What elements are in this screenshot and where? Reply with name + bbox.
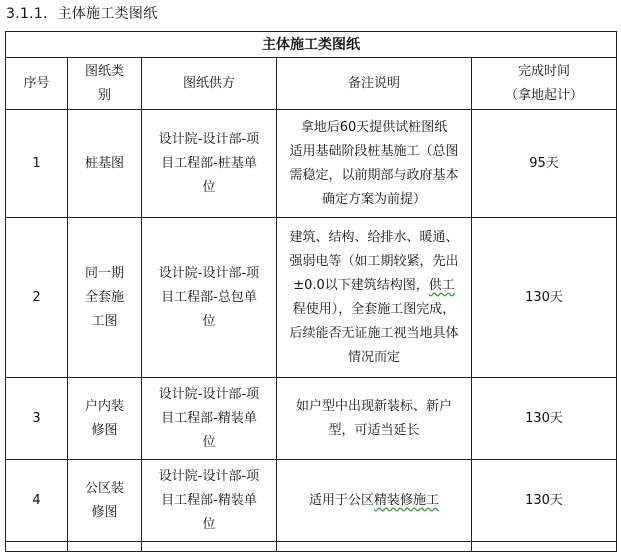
row-no: 4 — [6, 460, 68, 542]
header-no: 序号 — [6, 58, 68, 110]
table-row — [6, 218, 617, 378]
header-completion: 完成时间 （拿地起计） — [472, 58, 617, 110]
row-no: 3 — [6, 378, 68, 460]
row-category: 桩基图 — [68, 110, 142, 218]
table-row — [6, 460, 617, 542]
proofing-underline: 精装修施工 — [374, 492, 440, 508]
table-title: 主体施工类图纸 — [6, 32, 617, 58]
proofing-underline: 供工 — [428, 277, 455, 293]
header-category: 图纸类 别 — [68, 58, 142, 110]
row-provider: 设计院-设计部-项 目工程部-桩基单 位 — [142, 110, 277, 218]
table-row — [6, 110, 617, 218]
section-heading: 3.1.1．主体施工类图纸 — [6, 6, 158, 22]
header-row — [6, 58, 617, 110]
row-category: 公区装 修图 — [68, 460, 142, 542]
header-notes: 备注说明 — [277, 58, 472, 110]
row-completion: 95天 — [472, 110, 617, 218]
row-no: 2 — [6, 218, 68, 378]
row-category: 同一期 全套施 工图 — [68, 218, 142, 378]
row-notes: 如户型中出现新装标、新户 型，可适当延长 — [277, 378, 472, 460]
table-title-row — [6, 32, 617, 58]
header-provider: 图纸供方 — [142, 58, 277, 110]
drawings-table — [5, 31, 617, 552]
row-completion: 130天 — [472, 218, 617, 378]
row-provider: 设计院-设计部-项 目工程部-精装单 位 — [142, 460, 277, 542]
row-completion: 130天 — [472, 460, 617, 542]
row-notes: 适用于公区精装修施工 — [277, 460, 472, 542]
row-provider: 设计院-设计部-项 目工程部-总包单 位 — [142, 218, 277, 378]
row-notes: 建筑、结构、给排水、暖通、 强弱电等（如工期较紧，先出 ±0.0以下建筑结构图，供工 程使用），全套施工图完成， 后续能否无证施工视当地具体 情况而定 — [277, 218, 472, 378]
row-provider: 设计院-设计部-项 目工程部-精装单 位 — [142, 378, 277, 460]
row-no: 1 — [6, 110, 68, 218]
row-completion: 130天 — [472, 378, 617, 460]
row-notes: 拿地后60天提供试桩图纸 适用基础阶段桩基施工（总图 需稳定，以前期部与政府基本 确定方案为前提） — [277, 110, 472, 218]
table-row-cut-off — [6, 542, 617, 552]
row-category: 户内装 修图 — [68, 378, 142, 460]
table-row — [6, 378, 617, 460]
